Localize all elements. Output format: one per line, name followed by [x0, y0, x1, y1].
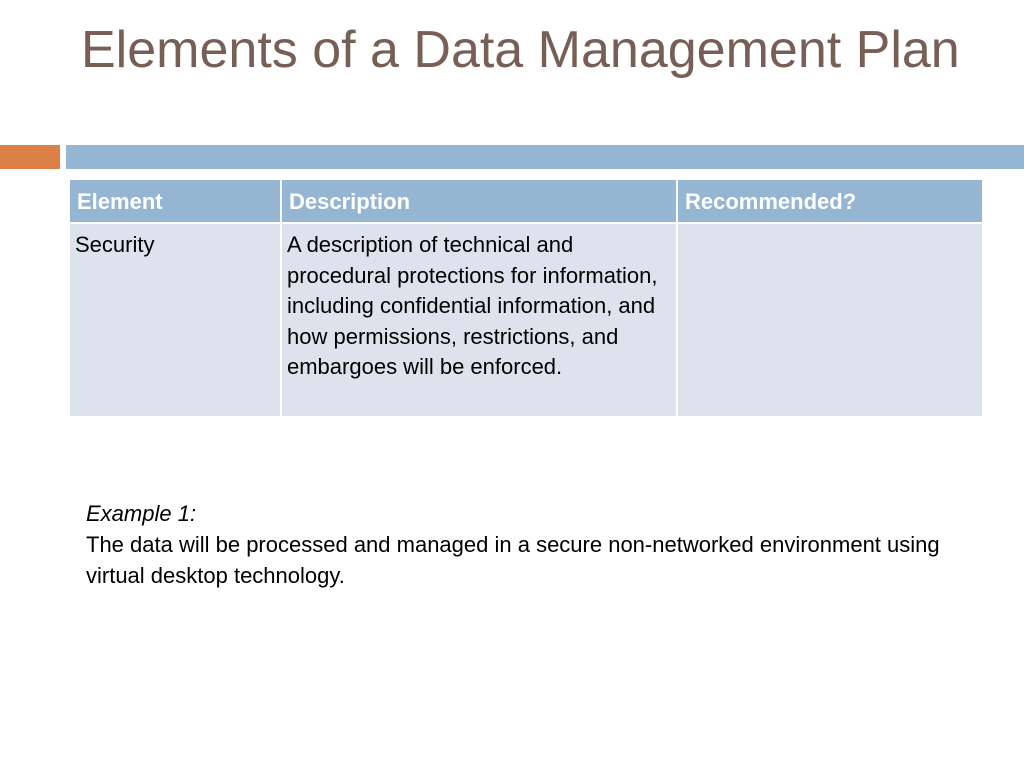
cell-element: Security [69, 223, 281, 417]
accent-bar-blue [66, 145, 1024, 169]
table-row [69, 223, 983, 417]
table-header-row [69, 179, 983, 223]
dmp-elements-table [68, 178, 984, 418]
slide-title: Elements of a Data Management Plan [81, 21, 960, 79]
header-element: Element [69, 179, 281, 223]
cell-recommended [677, 223, 983, 417]
example-text: The data will be processed and managed in a secure non-networked environment using virtual desktop technology. [86, 532, 940, 588]
example-label: Example 1: [86, 501, 197, 526]
example-block [86, 498, 946, 591]
accent-bar-orange [0, 145, 60, 169]
header-description: Description [281, 179, 677, 223]
header-recommended: Recommended? [677, 179, 983, 223]
cell-description: A description of technical and procedural protections for information, including confidential information, and how permissions, restrictions, and embargoes will be enforced. [281, 223, 677, 417]
